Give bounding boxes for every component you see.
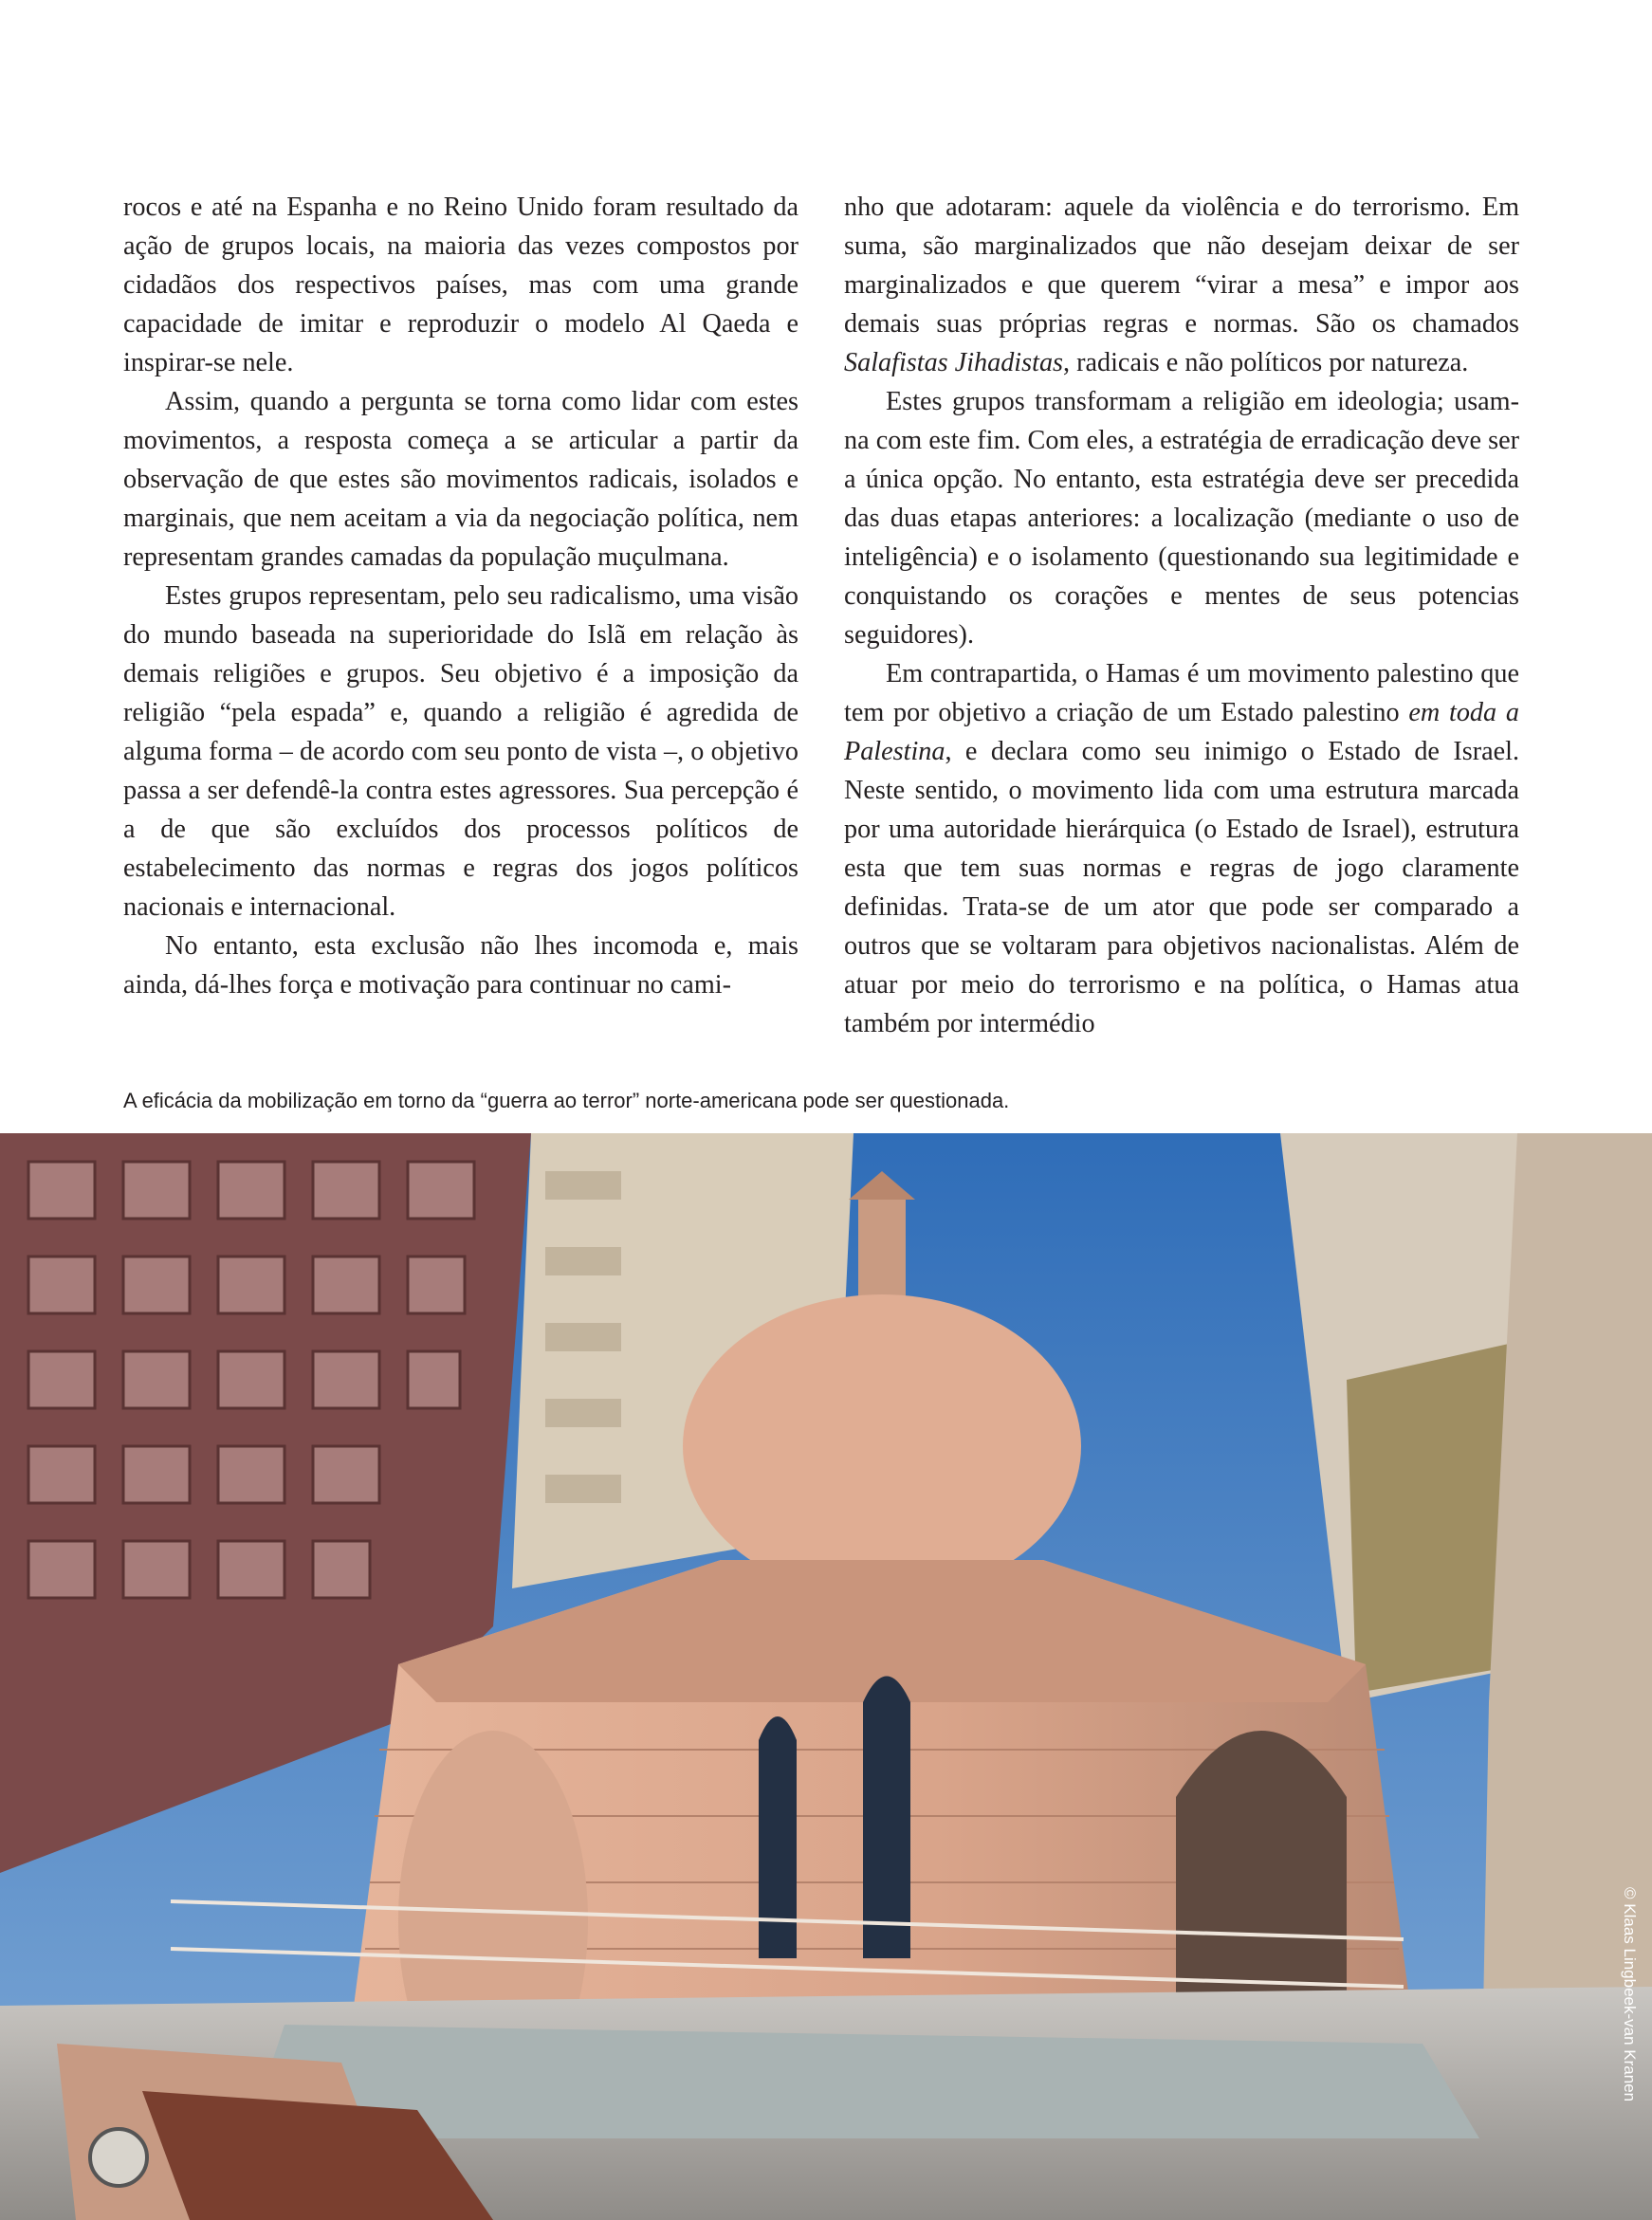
paragraph: rocos e até na Espanha e no Reino Unido foram resultado da ação de grupos locais, na maioria das vezes compostos por cidadãos dos respectivos países, mas com uma grande capacidade de imitar e reproduzir o modelo Al Qaeda e inspirar-se nele. xyxy=(123,193,798,377)
article-column-left xyxy=(123,188,798,1004)
emphasis-text: em toda a Palestina xyxy=(844,698,1520,766)
paragraph-text: nho que adotaram: aquele da violência e do terrorismo. Em suma, são marginalizados que não desejam deixar de ser marginalizados e que querem “virar a mesa” e impor aos demais suas próprias regras e normas. São os chamados xyxy=(844,193,1519,339)
paragraph: Assim, quando a pergunta se torna como lidar com estes movimentos, a resposta começa a se articular a partir da observação de que estes são movimentos radicais, isolados e marginais, que nem aceitam a via da negociação política, nem representam grandes camadas da população muçulmana. xyxy=(123,387,798,572)
mosque-window xyxy=(863,1677,910,1959)
paragraph: Estes grupos representam, pelo seu radicalismo, uma visão do mundo baseada na superioridade do Islã em relação às demais religiões e grupos. Seu objetivo é a imposição da religião “pela espada” e, quando a religião é agredida de alguma forma – de acordo com seu ponto de vista –, o objetivo passa a ser defendê-la contra estes agressores. Sua percepção é a de que são excluídos dos processos políticos de estabelecimento das normas e regras dos jogos políticos nacionais e internacional. xyxy=(123,581,798,922)
paragraph xyxy=(844,382,1519,654)
article-column-right xyxy=(844,188,1519,1043)
paragraph: No entanto, esta exclusão não lhes incomoda e, mais ainda, dá-lhes força e motivação para continuar no cami- xyxy=(123,931,798,1000)
photo-credit: © Klaas Lingbeek-van Kranen xyxy=(1621,1887,1639,2102)
mosque-photo xyxy=(0,1133,1652,2220)
paragraph xyxy=(844,654,1519,1043)
paragraph-text: Em contrapartida, o Hamas é um movimento palestino que tem por objetivo a criação de um Estado palestino xyxy=(844,659,1519,727)
mosque-dome xyxy=(683,1294,1081,1598)
paragraph-text: , e declara como seu inimigo o Estado de Israel. Neste sentido, o movimento lida com uma estrutura marcada por uma autoridade hierárquica (o Estado de Israel), estrutura esta que tem suas normas e regras de jogo claramente definidas. Trata-se de um ator que pode ser comparado a outros que se voltaram para objetivos nacionalistas. Além de atuar por meio do terrorismo e na política, o Hamas atua também por intermédio xyxy=(844,737,1519,1038)
paragraph-text: , radicais e não políticos por natureza. xyxy=(1063,348,1469,377)
photo-caption: A eficácia da mobilização em torno da “guerra ao terror” norte-americana pode ser questionada. xyxy=(123,1089,1010,1112)
paragraph xyxy=(844,188,1519,382)
lamp xyxy=(90,2129,147,2186)
paragraph-text: Estes grupos transformam a religião em ideologia; usam-na com este fim. Com eles, a estratégia de erradicação deve ser a única opção. No entanto, esta estratégia deve ser precedida das duas etapas anteriores: a localização (mediante o uso de inteligência) e o isolamento (questionando sua legitimidade e conquistando os corações e mentes de seus potencias seguidores). xyxy=(844,387,1519,650)
emphasis-text: Salafistas Jihadistas xyxy=(844,348,1064,377)
